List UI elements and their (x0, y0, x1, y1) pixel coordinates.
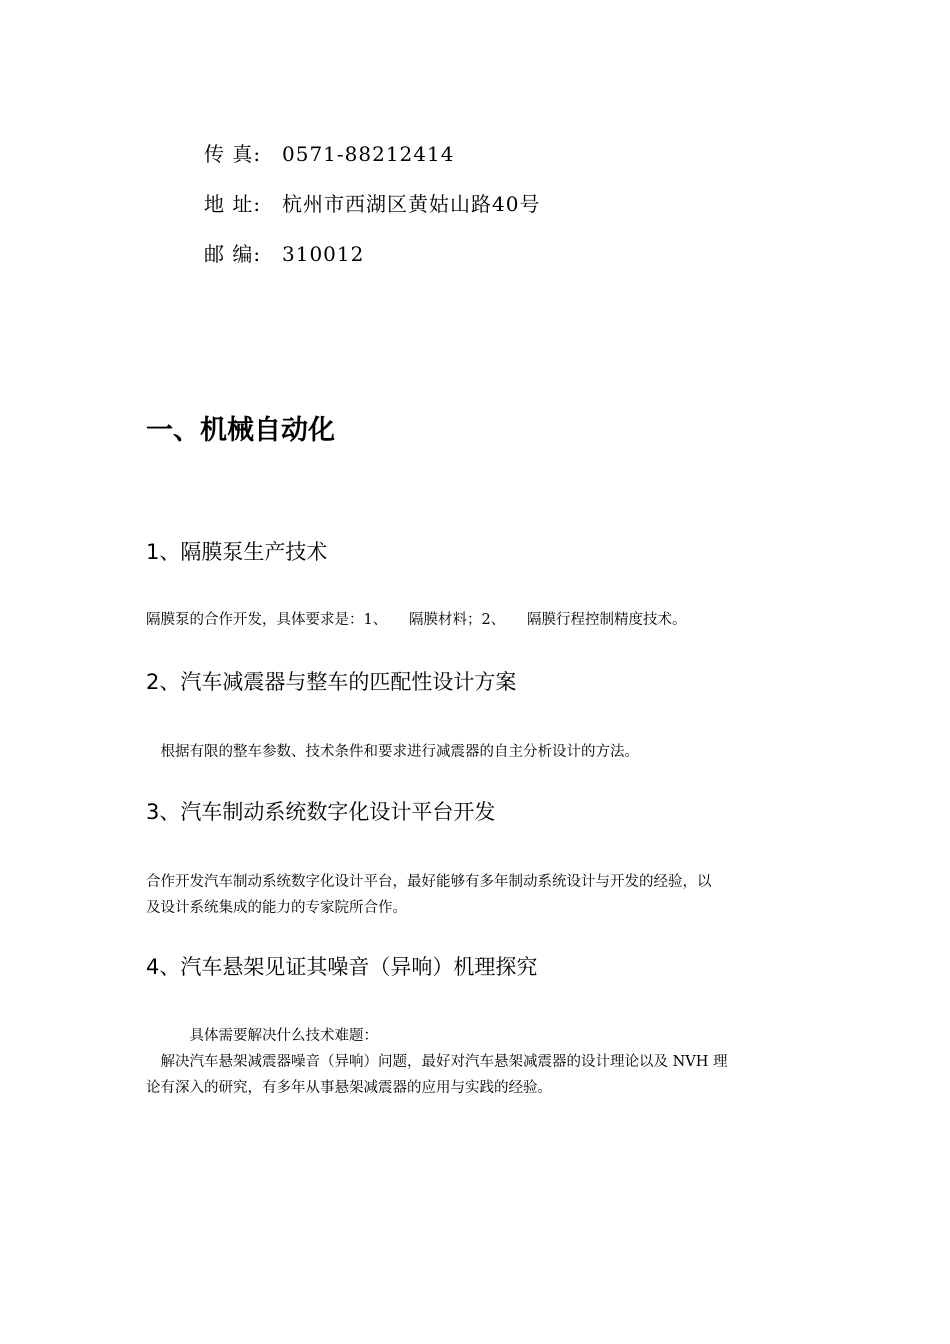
item-heading-4: 4、汽车悬架见证其噪音（异响）机理探究 (146, 955, 538, 979)
address-label: 地 址: (204, 192, 262, 216)
postcode-line (204, 238, 364, 267)
item-body-2 (146, 739, 814, 765)
postcode-value: 310012 (282, 242, 365, 266)
item-body-3 (146, 869, 814, 921)
item-body-line: 论有深入的研究，有多年从事悬架减震器的应用与实践的经验。 (146, 1080, 552, 1096)
item-body-line: 根据有限的整车参数、技术条件和要求进行减震器的自主分析设计的方法。 (146, 744, 639, 760)
fax-label: 传 真: (204, 142, 262, 166)
item-heading-1: 1、隔膜泵生产技术 (146, 540, 328, 564)
address-value: 杭州市西湖区黄姑山路40号 (282, 192, 541, 216)
item-body-line: 具体需要解决什么技术难题： (146, 1028, 378, 1044)
item-body-line: 合作开发汽车制动系统数字化设计平台，最好能够有多年制动系统设计与开发的经验，以 (146, 874, 712, 890)
fax-line (204, 138, 454, 167)
section-title: 一、机械自动化 (146, 415, 335, 446)
item-heading-2: 2、汽车减震器与整车的匹配性设计方案 (146, 670, 517, 694)
item-body-4 (146, 1023, 814, 1101)
address-line (204, 188, 540, 217)
item-body-line: 解决汽车悬架减震器噪音（异响）问题，最好对汽车悬架减震器的设计理论以及 NVH 理 (146, 1054, 728, 1070)
item-body-1 (146, 607, 814, 633)
item-body-line: 隔膜泵的合作开发，具体要求是：1、 隔膜材料；2、 隔膜行程控制精度技术。 (146, 612, 687, 628)
item-body-line: 及设计系统集成的能力的专家院所合作。 (146, 900, 407, 916)
fax-value: 0571-88212414 (282, 142, 455, 166)
item-heading-3: 3、汽车制动系统数字化设计平台开发 (146, 800, 496, 824)
postcode-label: 邮 编: (204, 242, 262, 266)
